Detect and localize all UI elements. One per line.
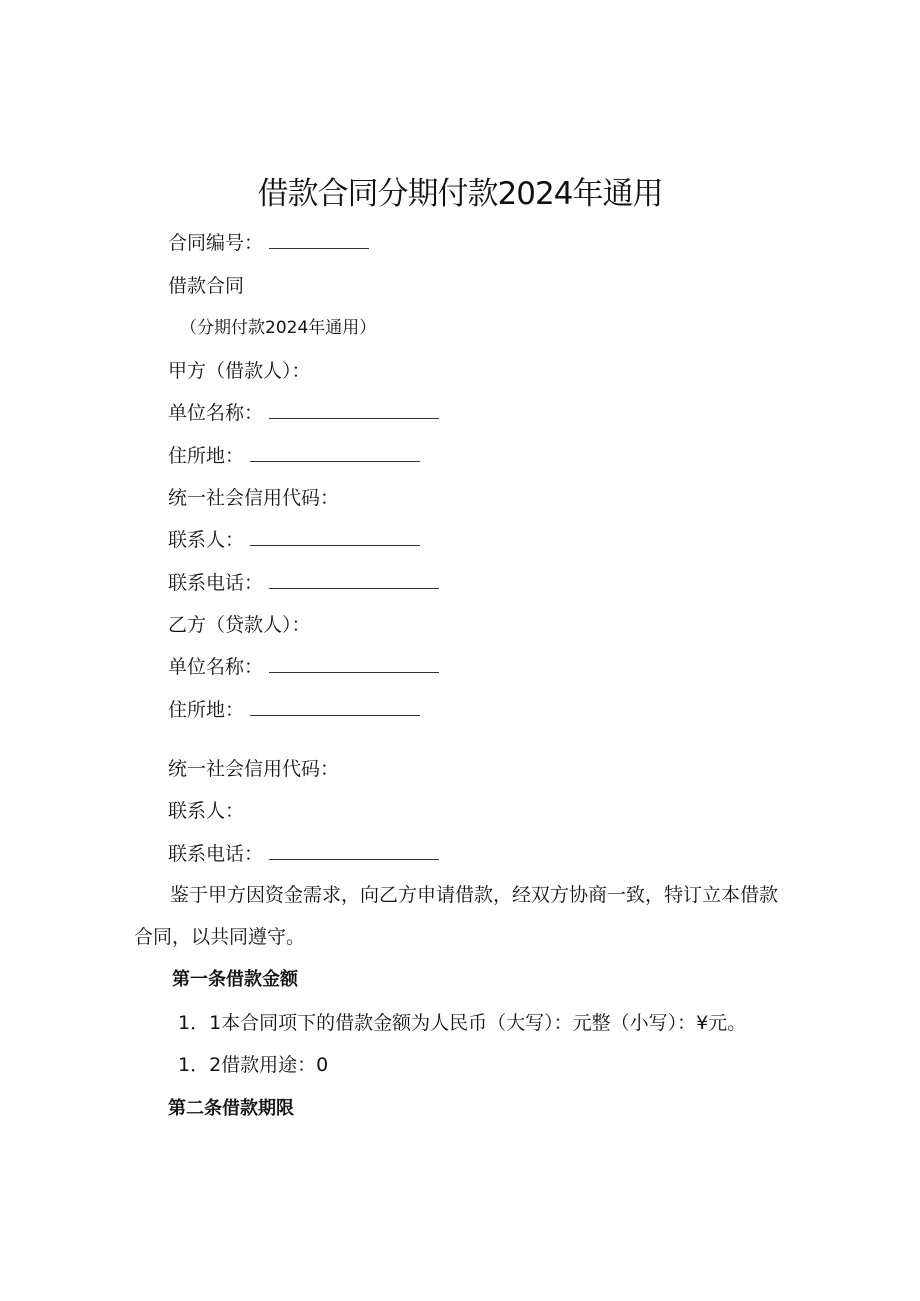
party-a-contact-label: 联系人： bbox=[168, 529, 245, 551]
party-b-contact-label: 联系人： bbox=[168, 800, 245, 822]
party-b-address-line bbox=[168, 698, 420, 722]
party-a-address-label: 住所地： bbox=[168, 445, 245, 467]
document-title: 借款合同分期付款2024年通用 bbox=[257, 176, 663, 212]
contract-number-blank[interactable] bbox=[269, 232, 369, 249]
party-b-phone-label: 联系电话： bbox=[168, 843, 264, 865]
party-b-company-line bbox=[168, 655, 439, 679]
party-a-contact-line bbox=[168, 528, 420, 552]
doc-name: 借款合同 bbox=[168, 275, 245, 297]
party-a-company-label: 单位名称： bbox=[168, 402, 264, 424]
party-b-address-blank[interactable] bbox=[250, 699, 420, 716]
clause-1-1: 1．1本合同项下的借款金额为人民币（大写）：元整（小写）：¥元。 bbox=[178, 1012, 747, 1034]
party-a-address-line bbox=[168, 444, 420, 468]
party-a-phone-line bbox=[168, 571, 439, 595]
doc-subtitle: （分期付款2024年通用） bbox=[180, 318, 377, 338]
contract-number-label: 合同编号： bbox=[168, 232, 264, 254]
party-a-company-blank[interactable] bbox=[269, 402, 439, 419]
party-b-phone-line bbox=[168, 842, 439, 866]
party-b-heading: 乙方（贷款人）： bbox=[168, 614, 311, 636]
party-a-company-line bbox=[168, 401, 439, 425]
party-b-credit-code-label: 统一社会信用代码： bbox=[168, 758, 340, 780]
party-a-address-blank[interactable] bbox=[250, 445, 420, 462]
party-a-credit-code-label: 统一社会信用代码： bbox=[168, 487, 340, 509]
party-a-phone-label: 联系电话： bbox=[168, 572, 264, 594]
contract-number-line bbox=[168, 231, 369, 255]
party-b-phone-blank[interactable] bbox=[269, 843, 439, 860]
article-1-heading: 第一条借款金额 bbox=[172, 969, 298, 990]
party-a-phone-blank[interactable] bbox=[269, 572, 439, 589]
clause-1-2: 1．2借款用途：0 bbox=[178, 1054, 329, 1076]
party-a-heading: 甲方（借款人）： bbox=[168, 360, 311, 382]
article-2-heading: 第二条借款期限 bbox=[168, 1098, 294, 1119]
preamble-paragraph: 鉴于甲方因资金需求，向乙方申请借款，经双方协商一致，特订立本借款合同，以共同遵守。 bbox=[134, 884, 779, 948]
party-a-contact-blank[interactable] bbox=[250, 529, 420, 546]
party-b-company-blank[interactable] bbox=[269, 656, 439, 673]
party-b-company-label: 单位名称： bbox=[168, 656, 264, 678]
party-b-address-label: 住所地： bbox=[168, 699, 245, 721]
